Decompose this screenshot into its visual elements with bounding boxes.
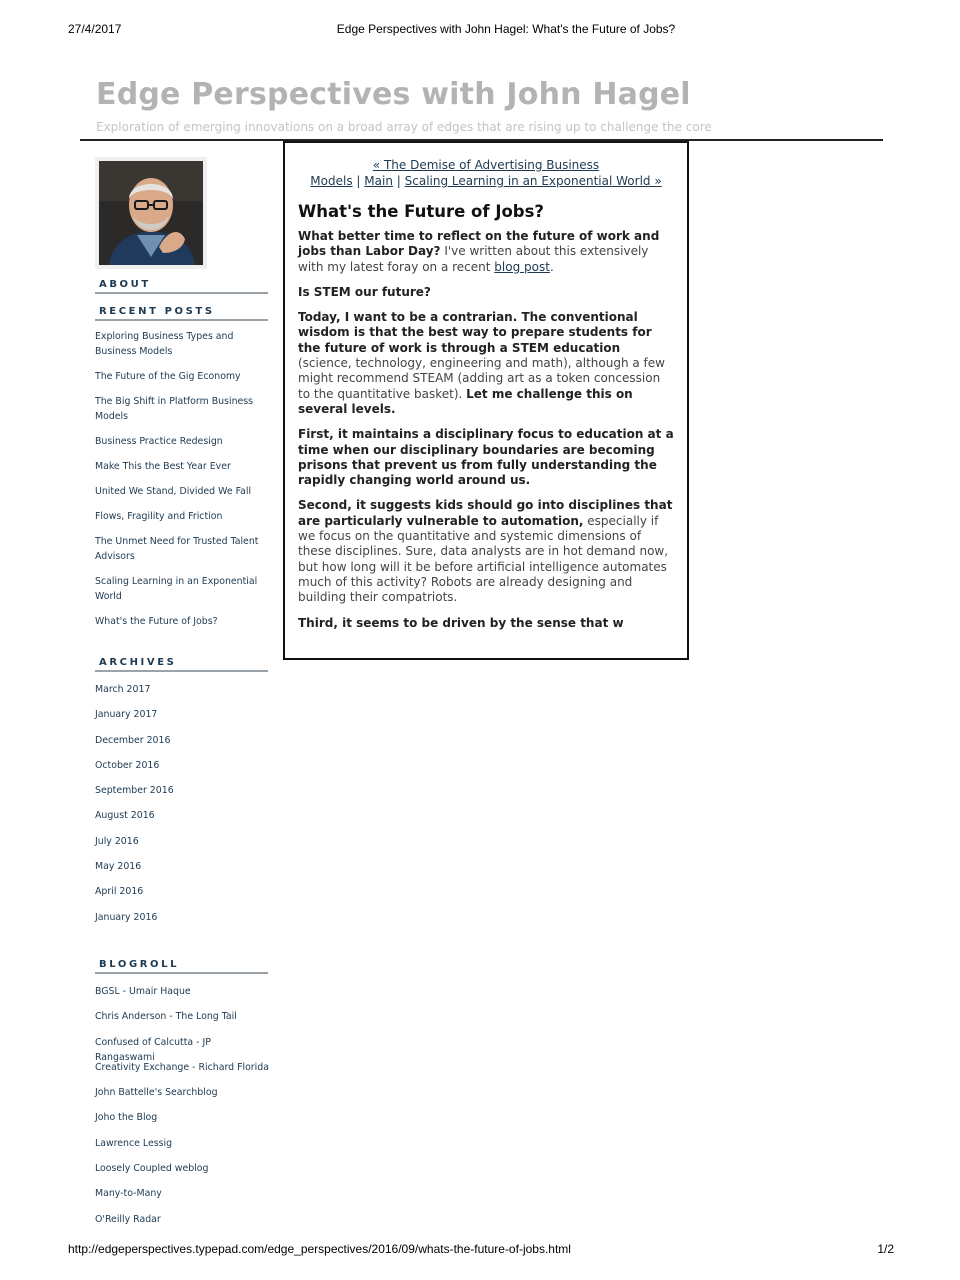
recent-post-link[interactable]: Business Practice Redesign [95, 436, 223, 447]
blogroll-link[interactable]: Many-to-Many [95, 1188, 162, 1200]
recent-post-link[interactable]: Make This the Best Year Ever [95, 461, 231, 472]
about-heading[interactable]: ABOUT [95, 279, 268, 294]
bold-text: Second, it suggests kids should go into disciplines that are particularly vulnerable to automation, [298, 498, 673, 528]
blogroll-link[interactable]: Confused of Calcutta - JP Rangaswami [95, 1036, 211, 1063]
body-text: I've written about this extensively with my latest foray on a recent [298, 244, 649, 274]
archive-link[interactable]: October 2016 [95, 759, 160, 771]
blogroll-link[interactable]: BGSL - Umair Haque [95, 985, 191, 997]
archive-link[interactable]: March 2017 [95, 684, 151, 695]
archive-link[interactable]: August 2016 [95, 810, 155, 822]
nav-separator: | [356, 174, 361, 188]
previous-post-link[interactable]: « The Demise of Advertising Business [372, 158, 600, 172]
archive-link[interactable]: December 2016 [95, 734, 171, 746]
archive-link[interactable]: July 2016 [95, 835, 139, 847]
next-post-link[interactable]: Scaling Learning in an Exponential World » [404, 174, 662, 188]
blogroll-link[interactable]: Creativity Exchange - Richard Florida [95, 1061, 269, 1073]
recent-post-link[interactable]: Flows, Fragility and Friction [95, 511, 223, 522]
bold-text: What better time to reflect on the future of work and jobs than Labor Day? [298, 229, 660, 259]
author-photo [95, 157, 207, 269]
print-header [68, 22, 894, 36]
post-content-box [283, 141, 689, 660]
archive-link[interactable]: January 2016 [95, 911, 158, 923]
print-date: 27/4/2017 [68, 22, 122, 36]
bold-text: Third, it seems to be driven by the sense that w [298, 615, 624, 630]
paragraph [298, 229, 675, 275]
recent-posts-heading: RECENT POSTS [95, 306, 268, 321]
paragraph [298, 285, 675, 300]
recent-posts-list [95, 329, 270, 629]
bold-text: Let me challenge this on several levels. [298, 386, 633, 416]
author-portrait-icon [99, 161, 203, 265]
blogroll-link[interactable]: O'Reilly Radar [95, 1213, 161, 1225]
previous-post-link-continued[interactable]: Models [310, 174, 353, 188]
paragraph [298, 616, 675, 631]
post-navigation [285, 143, 687, 189]
paragraph [298, 498, 675, 605]
recent-post-link[interactable]: Scaling Learning in an Exponential World [95, 576, 258, 602]
archives-list [95, 682, 270, 935]
bold-text: First, it maintains a disciplinary focus to education at a time when our disciplinary boundaries are becoming prisons that prevent us from fully understanding the rapidly changing world around us. [298, 427, 674, 488]
recent-post-link[interactable]: The Future of the Gig Economy [95, 371, 241, 382]
nav-separator: | [396, 174, 401, 188]
recent-post-link[interactable]: The Big Shift in Platform Business Models [95, 396, 254, 422]
blogroll-list [95, 984, 270, 1237]
print-document-title: Edge Perspectives with John Hagel: What's the Future of Jobs? [336, 22, 676, 36]
print-footer [68, 1242, 894, 1256]
archive-link[interactable]: January 2017 [95, 709, 158, 721]
post-body [298, 229, 675, 631]
recent-post-link[interactable]: United We Stand, Divided We Fall [95, 486, 252, 497]
blog-post-link[interactable]: blog post [494, 259, 550, 274]
blog-header [96, 76, 896, 134]
paragraph [298, 427, 675, 488]
recent-post-link[interactable]: What's the Future of Jobs? [95, 616, 218, 627]
blogroll-link[interactable]: John Battelle's Searchblog [95, 1087, 218, 1099]
page-url: http://edgeperspectives.typepad.com/edge_perspectives/2016/09/whats-the-future-of-jobs.html [68, 1242, 571, 1256]
recent-post-link[interactable]: The Unmet Need for Trusted Talent Advisors [95, 536, 259, 562]
blogroll-link[interactable]: Joho the Blog [95, 1112, 158, 1124]
paragraph [298, 310, 675, 417]
sidebar [95, 157, 270, 1237]
page-number: 1/2 [877, 1242, 894, 1256]
archive-link[interactable]: May 2016 [95, 861, 142, 873]
bold-text: Today, I want to be a contrarian. The conventional wisdom is that the best way to prepare students for the future of work is through a STEM education [298, 310, 652, 355]
archive-link[interactable]: September 2016 [95, 785, 174, 797]
blog-description: Exploration of emerging innovations on a broad array of edges that are rising up to challenge the core [96, 120, 712, 134]
archive-link[interactable]: April 2016 [95, 886, 144, 898]
bold-text: Is STEM our future? [298, 284, 431, 299]
blogroll-link[interactable]: Loosely Coupled weblog [95, 1163, 209, 1175]
main-link[interactable]: Main [364, 174, 393, 188]
blog-title[interactable]: Edge Perspectives with John Hagel [96, 77, 691, 112]
blogroll-link[interactable]: Lawrence Lessig [95, 1137, 173, 1149]
archives-heading: ARCHIVES [95, 657, 268, 672]
blogroll-heading: BLOGROLL [95, 959, 268, 974]
recent-post-link[interactable]: Exploring Business Types and Business Models [95, 331, 234, 357]
body-text: (science, technology, engineering and math), although a few might recommend STEAM (adding art as a token concession to the quantitative basket). [298, 356, 665, 401]
post-title: What's the Future of Jobs? [298, 202, 544, 221]
body-text: . [549, 259, 554, 274]
body-text: especially if we focus on the quantitative and systemic dimensions of these disciplines. Sure, data analysts are in hot demand now, but how long will it be before artificial intelligence automates much of this activity? Robots are already designing and building their compatriots. [298, 513, 669, 605]
blogroll-link[interactable]: Chris Anderson - The Long Tail [95, 1011, 237, 1023]
